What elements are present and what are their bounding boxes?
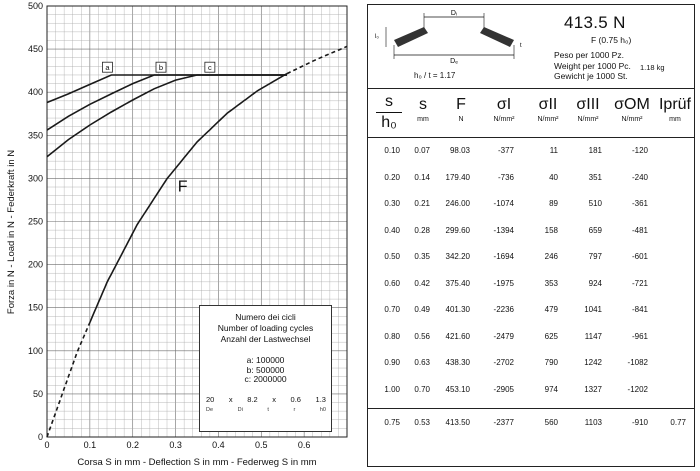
table-cell: 1.00 [384,384,400,394]
table-cell: 401.30 [445,305,470,314]
y-tick-label: 500 [27,1,43,11]
table-cell: 179.40 [445,172,470,182]
sub-De: De [206,407,214,413]
dim-x2: x [272,395,276,404]
table-cell: 89 [549,199,558,208]
legend-cycle-b: b: 500000 [246,364,285,375]
x-tick-label: 0.6 [297,440,311,450]
weight-value: 1.18 kg [640,63,665,72]
table-cell: -120 [631,146,648,155]
header-l-pruef: Iprüf mm [658,96,691,123]
header-F: F N [456,96,466,123]
table-cell: 0.14 [414,172,430,182]
table-cell: 375.40 [445,278,470,288]
table-cell: -377 [497,146,514,155]
table-cell: 790 [544,358,558,367]
table-cell: 510 [588,199,602,208]
x-tick-label: 0.3 [169,440,182,450]
table-row [368,223,694,240]
y-tick-label: 450 [27,44,43,55]
table-cell: 158 [544,225,558,235]
table-cell: 299.60 [445,225,470,235]
table-cell: 0.30 [384,199,400,208]
table-cell: 1041 [584,305,602,314]
header-sigma-III: σIII N/mm² [576,96,600,123]
table-cell: 246.00 [445,199,470,208]
weight-label-it: Peso per 1000 Pz. [554,50,624,60]
series-label-a: a [105,63,110,73]
table-cell: 659 [588,225,602,235]
table-cell: 479 [544,305,558,314]
table-cell: 0.20 [384,172,400,182]
table-cell: -910 [631,418,648,427]
table-cell: 0.53 [414,418,430,427]
header-s: s mm [417,96,429,123]
table-cell: -1082 [627,358,648,367]
table-row [368,196,694,213]
table-cell: 0.80 [384,331,400,341]
y-tick-label: 150 [27,302,43,313]
table-cell: 0.63 [414,358,430,367]
table-cell: 797 [588,252,602,261]
table-cell: 974 [544,384,558,394]
table-cell: 0.07 [414,146,430,155]
table-cell: 421.60 [445,331,470,341]
table-cell: -721 [631,278,648,288]
dim-l0-label: l₀ [375,34,379,40]
table-cell: 0.50 [384,252,400,261]
table-cell: 1327 [584,384,602,394]
table-cell: 1147 [584,331,602,341]
table-row [368,170,694,187]
header-sigma-I: σI N/mm² [493,96,515,123]
table-cell: 181 [588,146,602,155]
table-cell: -1694 [493,252,514,261]
dim-De: 20 [206,395,215,404]
table-cell: -361 [631,199,648,208]
table-cell: 0.21 [414,199,430,208]
x-tick-label: 0 [44,440,50,450]
table-cell: -601 [631,252,648,261]
y-tick-label: 250 [27,216,43,227]
table-row [368,355,694,372]
y-tick-label: 100 [27,345,43,356]
nominal-load-sub: F (0.75 h₀) [591,35,632,45]
table-cell: 40 [549,172,558,182]
table-cell: 625 [544,331,558,341]
table-cell: 0.28 [414,225,430,235]
table-cell: -1394 [493,225,514,235]
dim-x1: x [228,395,233,404]
series-label-b: b [158,63,164,73]
weight-label-en: Weight per 1000 Pc. [554,61,631,71]
table-cell: 0.70 [384,305,400,314]
table-cell: 0.60 [384,278,400,288]
legend-cycle-a: a: 100000 [246,355,285,365]
y-tick-label: 300 [27,173,43,184]
table-row-footer [368,415,694,432]
y-tick-label: 0 [37,432,43,442]
table-cell: 1103 [584,418,602,427]
table-cell: 98.03 [449,146,470,155]
y-tick-label: 50 [32,388,43,399]
legend-cycle-list [200,356,331,385]
table-cell: 438.30 [445,358,470,367]
table-cell: 0.40 [384,225,400,235]
x-tick-label: 0.5 [255,440,268,450]
table-divider [368,408,694,409]
table-cell: -961 [631,331,648,341]
table-cell: 924 [588,278,602,288]
series-label-c: c [207,63,212,73]
table-cell: 413.50 [445,418,470,427]
dim-t-label: t [520,43,522,49]
sub-r: r [293,407,296,413]
nominal-load: 413.5 N [564,13,626,32]
y-tick-label: 400 [27,87,43,98]
table-cell: -2905 [493,384,514,394]
table-cell: -481 [631,225,648,235]
dim-h0: 1.3 [315,395,326,404]
table-row [368,276,694,293]
ratio-label: h₀ / t = 1.17 [414,71,456,80]
table-cell: 0.77 [670,418,686,427]
table-cell: -240 [631,172,648,182]
table-cell: -1074 [493,199,514,208]
table-cell: -841 [631,305,648,314]
header-sigma-OM: σOM N/mm² [614,96,650,123]
table-cell: -2479 [493,331,514,341]
weight-label-de: Gewicht je 1000 St. [554,71,628,81]
series-label-F: F [177,178,188,196]
spec-header [368,5,694,89]
table-cell: 1242 [584,358,602,367]
table-cell: -736 [497,172,514,182]
table-row [368,249,694,266]
dim-t: 0.6 [290,395,301,404]
x-tick-label: 0.4 [212,440,225,450]
table-cell: 353 [544,278,558,288]
disc-spring-drawing-icon [372,7,532,69]
x-tick-label: 0.1 [83,440,97,450]
dim-De-label: Dₑ [450,58,458,65]
header-sigma-II: σII N/mm² [537,96,559,123]
legend-title-en: Number of loading cycles [217,323,314,333]
y-tick-label: 200 [27,259,43,270]
series-F-line [90,74,287,323]
table-cell: 351 [588,172,602,182]
table-cell: 0.10 [384,146,400,155]
sub-Di: Di [237,407,243,413]
table-cell: 342.20 [445,252,470,261]
legend-cycle-c: c: 2000000 [244,374,287,384]
y-tick-label: 350 [27,130,43,141]
table-header [368,89,694,138]
x-tick-label: 0.2 [126,440,139,450]
table-cell: 0.70 [414,384,430,394]
table-row [368,302,694,319]
table-cell: 560 [544,418,558,427]
table-cell: -1202 [627,384,648,394]
table-cell: -1975 [493,278,514,288]
table-row [368,382,694,399]
y-axis-title: Forza in N - Load in N - Federkraft in N [6,149,17,315]
chart-labels [102,62,214,195]
series-F-dashed-end [287,46,347,73]
table-cell: -2236 [493,305,514,314]
table-cell: 246 [544,252,558,261]
legend-dimensions [206,394,326,416]
legend-title-de: Anzahl der Lastwechsel [220,334,311,344]
table-row [368,143,694,160]
table-cell: -2377 [493,418,514,427]
legend-title-it: Numero dei cicli [235,312,296,322]
sub-t: t [267,407,269,413]
table-cell: 0.90 [384,358,400,367]
spec-panel [367,4,695,467]
table-cell: -2702 [493,358,514,367]
table-cell: 0.35 [414,252,430,261]
dim-Di: 8.2 [247,395,258,404]
table-row [368,329,694,346]
table-cell: 11 [549,146,558,155]
table-cell: 0.42 [414,278,430,288]
sub-h0: h0 [319,407,326,413]
table-cell: 0.56 [414,331,430,341]
cycles-legend [199,305,332,432]
header-s-over-h0: s h₀ [376,93,402,132]
table-cell: 453.10 [445,384,470,394]
dim-Di-label: Dᵢ [450,10,458,17]
table-cell: 0.75 [384,418,400,427]
table-cell: 0.49 [414,305,430,314]
x-axis-title: Corsa S in mm - Deflection S in mm - Federweg S in mm [77,457,317,468]
